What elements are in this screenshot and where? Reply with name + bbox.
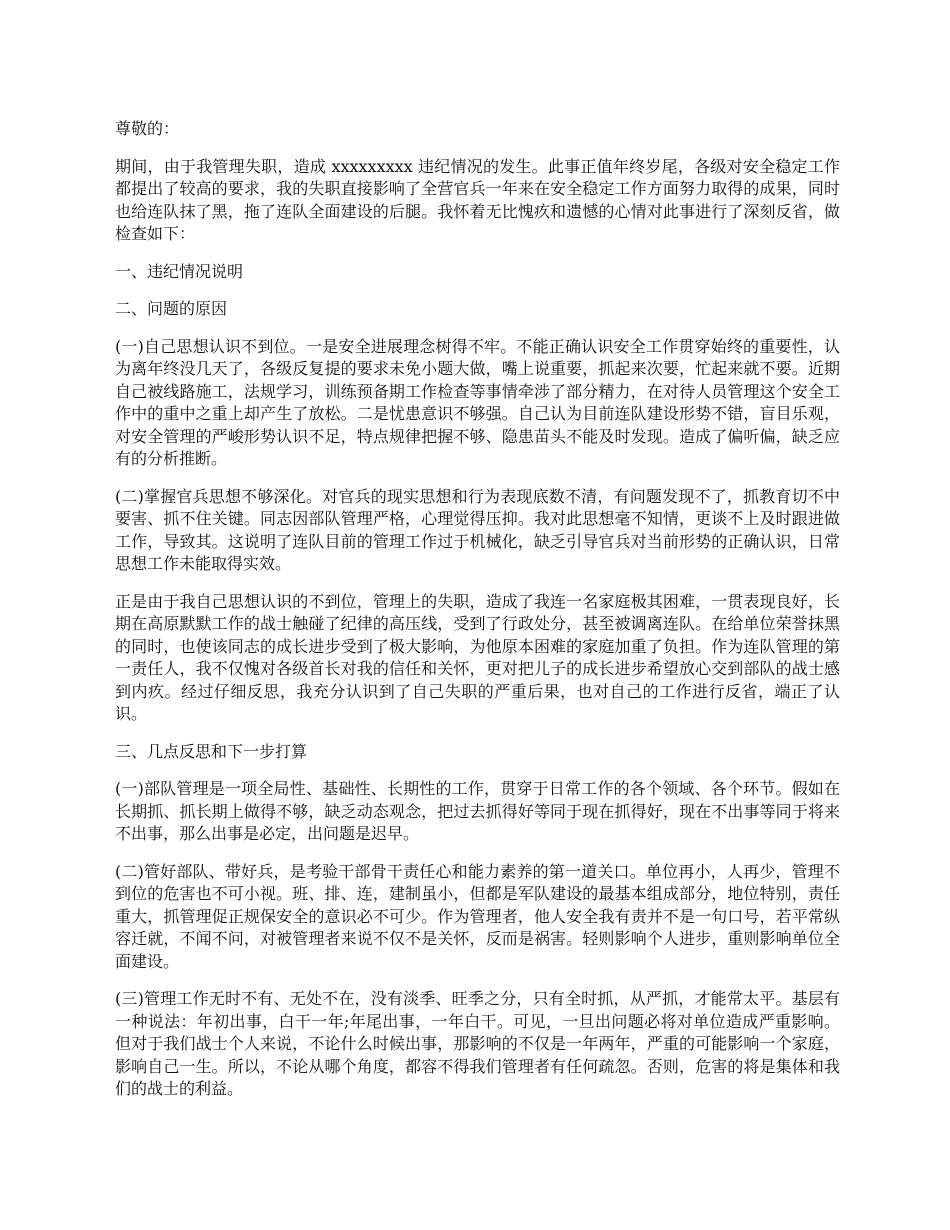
body-paragraph: 正是由于我自己思想认识的不到位，管理上的失职，造成了我连一名家庭极其困难，一贯表现良好，长期在高原默默工作的战士触碰了纪律的高压线，受到了行政处分，甚至被调离连队。在给单位荣誉抹黑的同时，也使该同志的成长进步受到了极大影响，为他原本困难的家庭加重了负担。作为连队管理的第一责任人，我不仅愧对各级首长对我的信任和关怀，更对把儿子的成长进步希望放心交到部队的战士感到内疚。经过仔细反思，我充分认识到了自己失职的严重后果，也对自己的工作进行反省，端正了认识。 (115, 591, 840, 723)
body-paragraph: (一)部队管理是一项全局性、基础性、长期性的工作，贯穿于日常工作的各个领域、各个环节。假如在长期抓、抓长期上做得不够，缺乏动态观念，把过去抓得好等同于现在抓得好，现在不出事等同于将来不出事，那么出事是必定，出问题是迟早。 (115, 779, 840, 843)
document-body (115, 118, 840, 1116)
body-paragraph: (一)自己思想认识不到位。一是安全进展理念树得不牢。不能正确认识安全工作贯穿始终的重要性，认为离年终没几天了，各级反复提的要求未免小题大做，嘴上说重要，抓起来次要，忙起来就不要。近期自己被线路施工，法规学习，训练预备期工作检查等事情牵涉了部分精力，在对待人员管理这个安全工作中的重中之重上却产生了放松。二是忧患意识不够强。自己认为目前连队建设形势不错，盲目乐观，对安全管理的严峻形势认识不足，特点规律把握不够、隐患苗头不能及时发现。造成了偏听偏，缺乏应有的分析推断。 (115, 336, 840, 468)
body-paragraph: (二)管好部队、带好兵，是考验干部骨干责任心和能力素养的第一道关口。单位再小，人再少，管理不到位的危害也不可小视。班、排、连，建制虽小，但都是军队建设的最基本组成部分，地位特别，责任重大，抓管理促正规保安全的意识必不可少。作为管理者，他人安全我有责并不是一句口号，若平常纵容迁就，不闻不问，对被管理者来说不仅不是关怀，反而是祸害。轻则影响个人进步，重则影响单位全面建设。 (115, 861, 840, 971)
body-paragraph: (三)管理工作无时不有、无处不在，没有淡季、旺季之分，只有全时抓，从严抓，才能常太平。基层有一种说法：年初出事，白干一年;年尾出事，一年白干。可见，一旦出问题必将对单位造成严重影响。但对于我们战士个人来说，不论什么时候出事，那影响的不仅是一年两年，严重的可能影响一个家庭，影响自己一生。所以，不论从哪个角度，都容不得我们管理者有任何疏忽。否则，危害的将是集体和我们的战士的利益。 (115, 989, 840, 1098)
body-paragraph: (二)掌握官兵思想不够深化。对官兵的现实思想和行为表现底数不清，有问题发现不了，抓教育切不中要害、抓不住关键。同志因部队管理严格，心理觉得压抑。我对此思想毫不知情，更谈不上及时跟进做工作，导致其。这说明了连队目前的管理工作过于机械化，缺乏引导官兵对当前形势的正确认识，日常思想工作未能取得实效。 (115, 486, 840, 573)
section-heading-2: 二、问题的原因 (115, 299, 228, 318)
intro-paragraph: 期间，由于我管理失职，造成 xxxxxxxxx 违纪情况的发生。此事正值年终岁尾，各级对安全稳定工作都提出了较高的要求，我的失职直接影响了全营官兵一年来在安全稳定工作方面努力取得的成果，同时也给连队抹了黑，拖了连队全面建设的后腿。我怀着无比愧疚和遗憾的心情对此事进行了深刻反省，做检查如下： (115, 156, 840, 243)
section-heading-3: 三、几点反思和下一步打算 (115, 741, 308, 761)
salutation: 尊敬的： (115, 119, 180, 138)
section-heading-1: 一、违纪情况说明 (115, 261, 244, 281)
